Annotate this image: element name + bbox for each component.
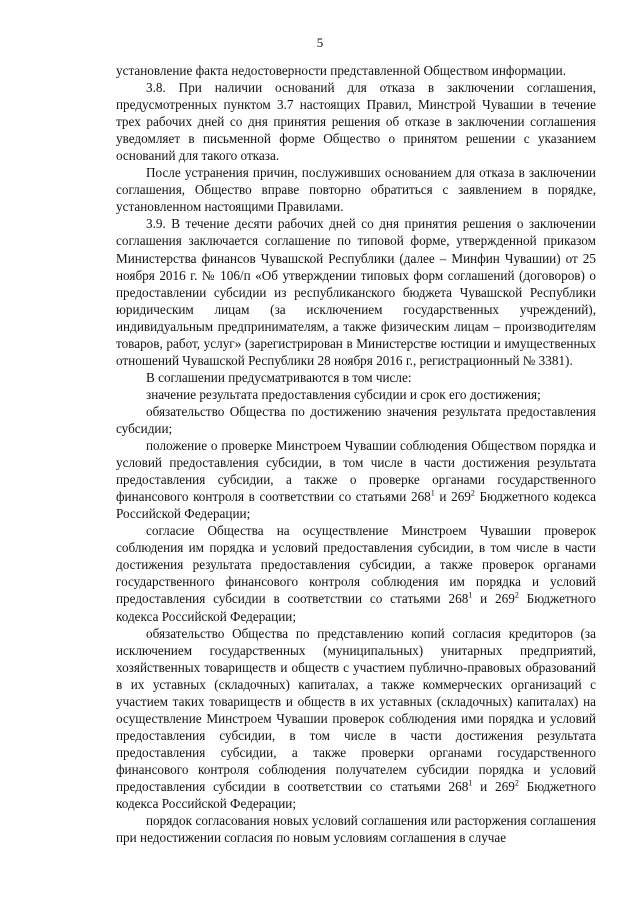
paragraph-3-9: 3.9. В течение десяти рабочих дней со дня принятия решения о заключении соглашения заключается соглашение по типовой форме, утвержденной приказом Министерства финансов Чувашской Республики (далее – Минфин Чувашии) от 25 ноября 2016 г. № 106/п «Об утверждении типовых форм соглашений (договоров) о предоставлении субсидии из республиканского бюджета Чувашской Республики юридическим лицам (за исключением государственных учреждений), индивидуальным предпринимателям, а также физическим лицам – производителям товаров, работ, услуг» (зарегистрирован в Министерстве юстиции и имущественных отношений Чувашской Республики 28 ноября 2016 г., регистрационный № 3381). <box>116 216 596 368</box>
paragraph-creditors-consent: обязательство Общества по представлению копий согласия кредиторов (за исключением государственных (муниципальных) унитарных предприятий, хозяйственных товариществ и обществ с участием публично-правовых образований в их уставных (складочных) капиталах, а также коммерческих организаций с участием таких товариществ и обществ в их уставных (складочных) капиталах) на осуществление Минстроем Чувашии проверок соблюдения ими порядка и условий предоставления субсидии, в том числе в части достижения результата предоставления субсидии, а также проверки органами государственного финансового контроля соблюдения получателем субсидии порядка и условий предоставления субсидии в соответствии со статьями $268^1$ и $269^2$ Бюджетного кодекса Российской Федерации; <box>116 625 597 812</box>
paragraph-agreement-provides: В соглашении предусматриваются в том числе: <box>146 369 412 385</box>
page-number: 5 <box>316 35 324 50</box>
body-text <box>116 62 596 846</box>
paragraph-consent: согласие Общества на осуществление Минстроем Чувашии проверок соблюдения им порядка и условий предоставления субсидии, в том числе в части достижения результата предоставления субсидии, а также проверок органами государственного финансового контроля соблюдения им порядка и условий предоставления субсидии в соответствии со статьями $268^1$ и $269^2$ Бюджетного кодекса Российской Федерации; <box>116 523 597 624</box>
paragraph-3-8: 3.8. При наличии оснований для отказа в заключении соглашения, предусмотренных пунктом 3.7 настоящих Правил, Минстрой Чувашии в течение трех рабочих дней со дня принятия решения об отказе в заключении соглашения уведомляет в письменной форме Общество о принятом решении с указанием оснований для такого отказа. <box>116 80 596 164</box>
paragraph-result-value: значение результата предоставления субсидии и срок его достижения; <box>146 386 541 402</box>
paragraph-after-removal: После устранения причин, послуживших основанием для отказа в заключении соглашения, Общество вправе повторно обратиться с заявлением в порядке, установленном настоящими Правилами. <box>116 165 596 215</box>
paragraph-approval-procedure: порядок согласования новых условий соглашения или расторжения соглашения при недостижении согласия по новым условиям соглашения в случае <box>116 813 596 846</box>
paragraph-obligation-result: обязательство Общества по достижению значения результата предоставления субсидии; <box>116 403 596 436</box>
paragraph-inspection-provision: положение о проверке Минстроем Чувашии соблюдения Обществом порядка и условий предоставления субсидии, в том числе в части достижения результата предоставления субсидии, а также о проверке органами государственного финансового контроля в соответствии со статьями $268^1$ и $269^2$ Бюджетного кодекса Российской Федерации; <box>116 438 596 522</box>
paragraph-continuation: установление факта недостоверности представленной Обществом информации. <box>116 63 567 78</box>
